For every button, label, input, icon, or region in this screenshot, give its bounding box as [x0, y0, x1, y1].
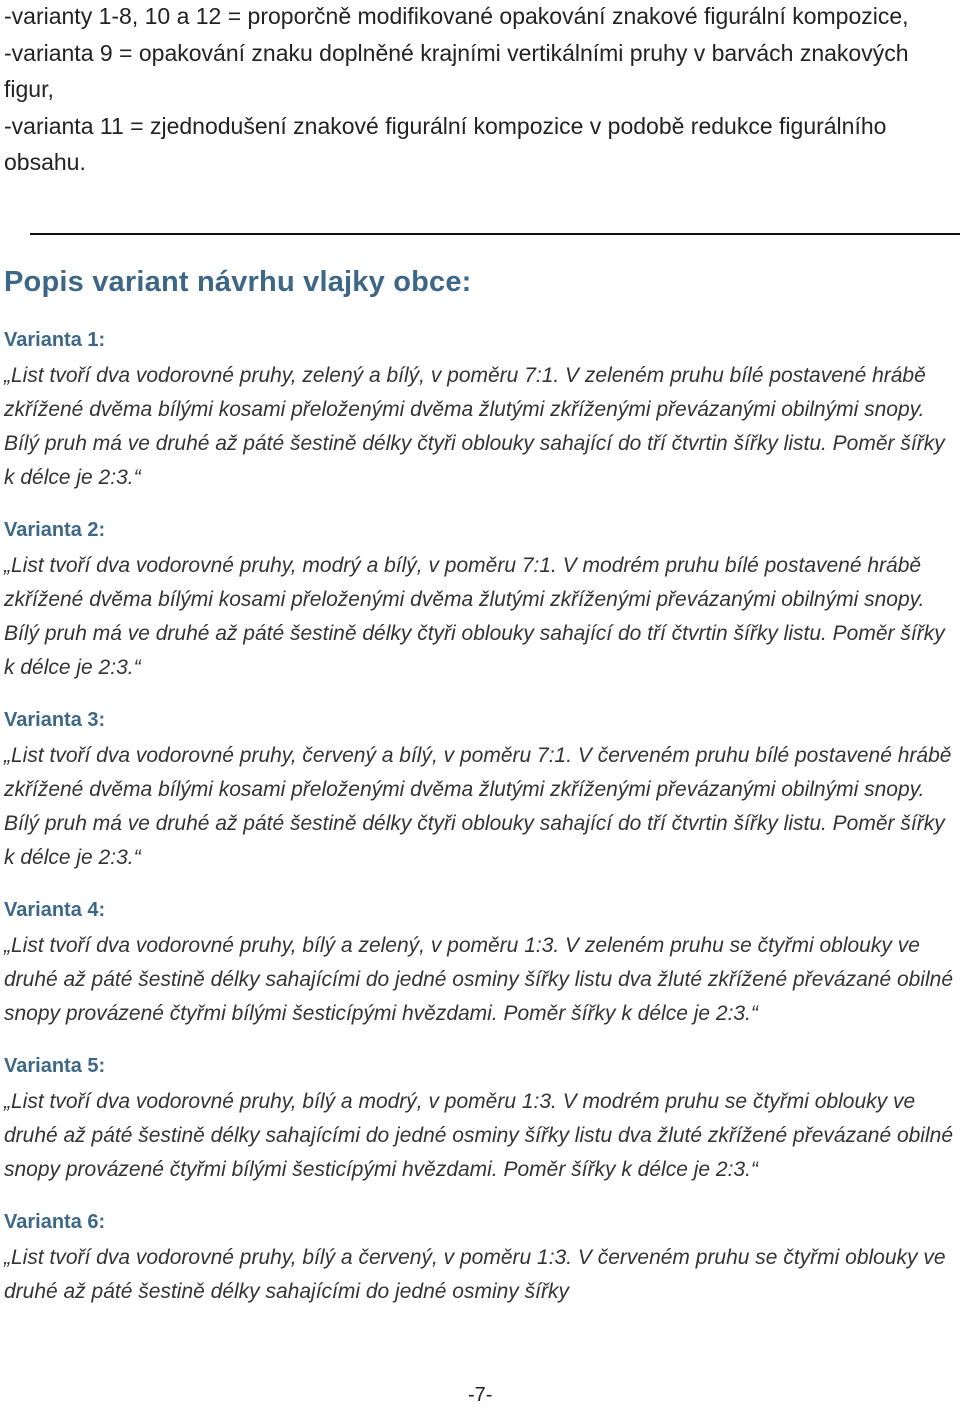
- variant-2: [4, 515, 956, 685]
- variant-list: [4, 325, 956, 1329]
- section-title: Popis variant návrhu vlajky obce:: [4, 266, 472, 298]
- horizontal-rule: [30, 233, 960, 235]
- variant-3: [4, 705, 956, 875]
- variant-heading: Varianta 3:: [4, 709, 106, 731]
- intro-line: -varianty 1-8, 10 a 12 = proporčně modifikované opakování znakové figurální kompozice,: [4, 3, 909, 29]
- variant-description: „List tvoří dva vodorovné pruhy, bílý a zelený, v poměru 1:3. V zeleném pruhu se čtyřmi oblouky ve druhé až páté šestině délky sahajícími do jedné osminy šířky listu dva žluté zkřížené převázané obilné snopy provázené čtyřmi bílými šesticípými hvězdami. Poměr šířky k délce je 2:3.“: [4, 934, 953, 1025]
- variant-description: „List tvoří dva vodorovné pruhy, modrý a bílý, v poměru 7:1. V modrém pruhu bílé postavené hrábě zkřížené dvěma bílými kosami přeloženými dvěma žlutými zkříženými převázanými obilnými snopy. Bílý pruh má ve druhé až páté šestině délky čtyři oblouky sahající do tří čtvrtin šířky listu. Poměr šířky k délce je 2:3.“: [4, 554, 945, 679]
- variant-6: [4, 1207, 956, 1309]
- intro-list: [4, 0, 956, 181]
- variant-heading: Varianta 4:: [4, 899, 106, 921]
- variant-description: „List tvoří dva vodorovné pruhy, bílý a modrý, v poměru 1:3. V modrém pruhu se čtyřmi oblouky ve druhé až páté šestině délky sahajícími do jedné osminy šířky listu dva žluté zkřížené převázané obilné snopy provázené čtyřmi bílými šesticípými hvězdami. Poměr šířky k délce je 2:3.“: [4, 1090, 953, 1181]
- variant-description: „List tvoří dva vodorovné pruhy, bílý a červený, v poměru 1:3. V červeném pruhu se čtyřmi oblouky ve druhé až páté šestině délky sahajícími do jedné osminy šířky: [4, 1246, 946, 1303]
- intro-line: -varianta 9 = opakování znaku doplněné krajními vertikálními pruhy v barvách znakových figur,: [4, 39, 909, 102]
- variant-5: [4, 1051, 956, 1187]
- variant-heading: Varianta 5:: [4, 1055, 106, 1077]
- variant-description: „List tvoří dva vodorovné pruhy, zelený a bílý, v poměru 7:1. V zeleném pruhu bílé postavené hrábě zkřížené dvěma bílými kosami přeloženými dvěma žlutými zkříženými převázanými obilnými snopy. Bílý pruh má ve druhé až páté šestině délky čtyři oblouky sahající do tří čtvrtin šířky listu. Poměr šířky k délce je 2:3.“: [4, 364, 945, 489]
- variant-4: [4, 895, 956, 1031]
- document-page: [4, 0, 956, 1408]
- variant-heading: Varianta 6:: [4, 1211, 106, 1233]
- variant-description: „List tvoří dva vodorovné pruhy, červený a bílý, v poměru 7:1. V červeném pruhu bílé postavené hrábě zkřížené dvěma bílými kosami přeloženými dvěma žlutými zkříženými převázanými obilnými snopy. Bílý pruh má ve druhé až páté šestině délky čtyři oblouky sahající do tří čtvrtin šířky listu. Poměr šířky k délce je 2:3.“: [4, 744, 952, 869]
- variant-1: [4, 325, 956, 495]
- variant-heading: Varianta 2:: [4, 519, 106, 541]
- page-number: -7-: [468, 1384, 493, 1406]
- variant-heading: Varianta 1:: [4, 329, 106, 351]
- intro-line: -varianta 11 = zjednodušení znakové figurální kompozice v podobě redukce figurálního obsahu.: [4, 112, 887, 175]
